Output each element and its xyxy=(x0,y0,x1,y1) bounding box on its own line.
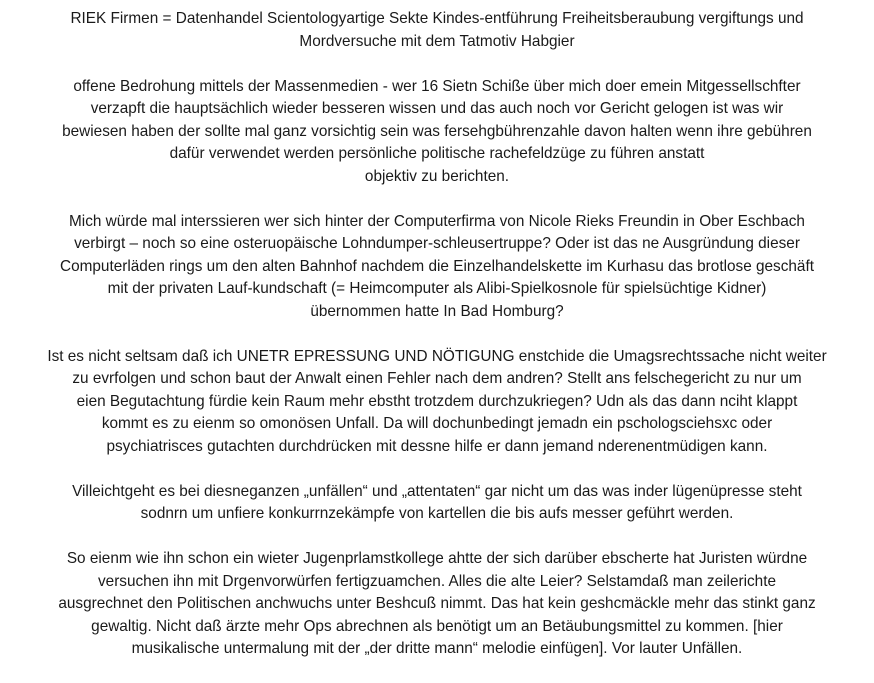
text-line: mit der privaten Lauf-kundschaft (= Heimcomputer als Alibi-Spielkosnole für spielsüchtige Kidner) xyxy=(107,280,767,297)
text-line: So eienm wie ihn schon ein wieter Jugenprlamstkollege ahtte der sich darüber ebscherte hat Juristen würdne xyxy=(66,550,808,567)
text-line: zu evrfolgen und schon baut der Anwalt einen Fehler nach dem andren? Stellt ans felschegericht zu nur um xyxy=(72,370,802,387)
paragraph-title xyxy=(0,8,874,53)
text-line: RIEK Firmen = Datenhandel Scientologyartige Sekte Kindes-entführung Freiheitsberaubung vergiftungs und xyxy=(70,10,804,27)
paragraph xyxy=(0,346,874,459)
text-line: verzapft die hauptsächlich wieder besseren wissen und das auch noch vor Gericht gelogen ist was wir xyxy=(90,100,784,117)
text-line: kommt es zu eienm so omonösen Unfall. Da will dochunbedingt jemadn ein pschologsciehsxc oder xyxy=(101,415,773,432)
text-line: übernommen hatte In Bad Homburg? xyxy=(310,302,564,320)
paragraph xyxy=(0,548,874,661)
paragraph xyxy=(0,211,874,324)
text-line: dafür verwendet werden persönliche politische rachefeldzüge zu führen anstatt xyxy=(169,145,705,162)
text-line: sodnrn um unfiere konkurrnzekämpfe von kartellen die bis aufs messer geführt werden. xyxy=(140,505,734,522)
text-line: psychiatrisces gutachten durchdrücken mit dessne hilfe er dann jemand nderenentmüdigen kann. xyxy=(106,437,768,455)
text-line: offene Bedrohung mittels der Massenmedien - wer 16 Sietn Schiße über mich doer emein Mitgessellschfter xyxy=(73,77,801,95)
text-line: musikalische untermalung mit der „der dritte mann“ melodie einfügen]. Vor lauter Unfällen. xyxy=(131,640,743,657)
text-line: Mordversuche mit dem Tatmotiv Habgier xyxy=(299,32,575,50)
text-line: eien Begutachtung fürdie kein Raum mehr ebstht trotzdem durchzukriegen? Udn als das dann nciht klappt xyxy=(76,392,798,410)
document-body xyxy=(0,8,874,683)
text-line: Computerläden rings um den alten Bahnhof nachdem die Einzelhandelskette im Kurhasu das brotlose geschäft xyxy=(59,257,814,275)
text-line: bewiesen haben der sollte mal ganz vorsichtig sein was fersehgbührenzahle davon halten wenn ihre gebühren xyxy=(62,122,812,140)
text-line: versuchen ihn mit Drgenvorwürfen fertigzuamchen. Alles die alte Leier? Selstamdaß man zeilerichte xyxy=(97,572,776,590)
paragraph xyxy=(0,481,874,526)
text-line: verbirgt – noch so eine osteruopäische Lohndumper-schleusertruppe? Oder ist das ne Ausgründung dieser xyxy=(74,235,800,252)
text-line: Mich würde mal interssieren wer sich hinter der Computerfirma von Nicole Rieks Freundin in Ober Eschbach xyxy=(69,212,805,230)
text-line: Villeichtgeht es bei diesneganzen „unfällen“ und „attentaten“ gar nicht um das was inder lügenüpresse steht xyxy=(72,482,802,500)
text-line: objektiv zu berichten. xyxy=(364,167,510,185)
text-line: Ist es nicht seltsam daß ich UNETR EPRESSUNG UND NÖTIGUNG enstchide die Umagsrechtssache nicht weiter xyxy=(47,347,827,365)
text-line: gewaltig. Nicht daß ärzte mehr Ops abrechnen als benötigt um an Betäubungsmittel zu kommen. [hier xyxy=(91,617,783,635)
text-line: ausgrechnet den Politischen anchwuchs unter Beshcuß nimmt. Das hat kein geshcmäckle mehr das stinkt ganz xyxy=(58,595,816,612)
paragraph xyxy=(0,76,874,189)
